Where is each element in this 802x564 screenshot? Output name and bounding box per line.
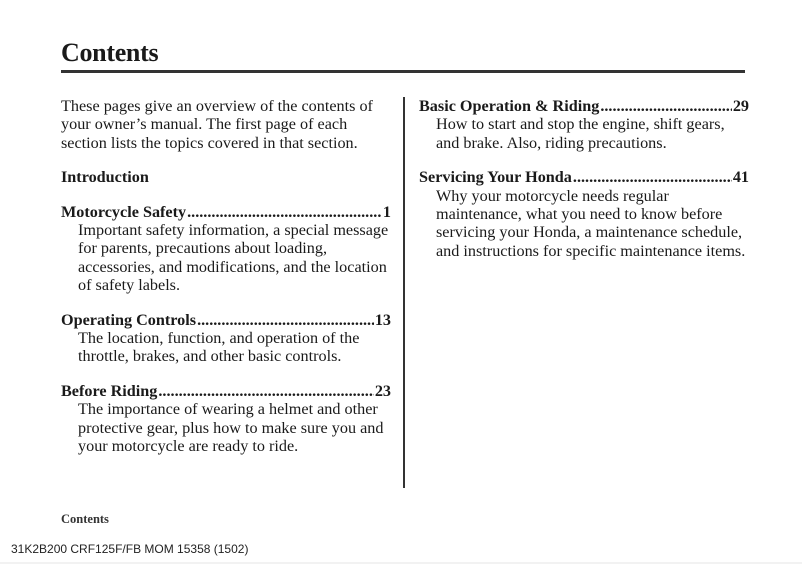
toc-entry-motorcycle-safety[interactable] <box>61 203 391 295</box>
toc-entry-servicing-your-honda[interactable] <box>419 168 749 260</box>
toc-title-row[interactable] <box>61 311 391 329</box>
toc-page-number[interactable]: 23 <box>374 381 391 400</box>
toc-title[interactable]: Basic Operation & Riding <box>419 97 600 115</box>
toc-title-row[interactable] <box>61 382 391 400</box>
toc-page-number[interactable]: 41 <box>732 168 749 187</box>
section-heading-introduction: Introduction <box>61 168 149 187</box>
footer-section-label: Contents <box>61 512 109 526</box>
toc-entry-before-riding[interactable] <box>61 382 391 456</box>
toc-description: Important safety information, a special message for parents, precautions about loading, accessories, and modifications, and the location of safety labels. <box>78 221 389 295</box>
toc-title-row[interactable] <box>419 97 749 115</box>
dot-leader <box>573 168 732 186</box>
title-rule-divider <box>61 70 745 73</box>
document-code: 31K2B200 CRF125F/FB MOM 15358 (1502) <box>11 542 249 556</box>
page-title: Contents <box>61 38 159 67</box>
toc-title-row[interactable] <box>61 203 391 221</box>
dot-leader <box>600 97 731 115</box>
toc-title[interactable]: Servicing Your Honda <box>419 168 572 187</box>
dot-leader <box>187 203 382 221</box>
toc-page-number[interactable]: 13 <box>374 310 391 329</box>
toc-entry-basic-operation-riding[interactable] <box>419 97 749 152</box>
toc-title[interactable]: Before Riding <box>61 381 158 400</box>
dot-leader <box>158 382 373 400</box>
toc-description: The location, function, and operation of the throttle, brakes, and other basic controls. <box>78 329 360 366</box>
left-column <box>61 97 391 472</box>
toc-page-number[interactable]: 29 <box>732 97 749 115</box>
toc-title-row[interactable] <box>419 168 749 186</box>
toc-title[interactable]: Motorcycle Safety <box>61 202 187 221</box>
toc-title[interactable]: Operating Controls <box>61 310 197 329</box>
dot-leader <box>197 311 374 329</box>
toc-description: The importance of wearing a helmet and other protective gear, plus how to make sure you and your motorcycle are ready to ride. <box>78 400 384 456</box>
column-divider <box>403 97 405 488</box>
toc-description: Why your motorcycle needs regular maintenance, what you need to know before servicing your Honda, a maintenance schedule, and instructions for specific maintenance items. <box>436 186 746 260</box>
toc-page-number[interactable]: 1 <box>382 202 391 221</box>
toc-description: How to start and stop the engine, shift gears, and brake. Also, riding precautions. <box>436 115 725 152</box>
intro-paragraph: These pages give an overview of the contents of your owner’s manual. The first page of each section lists the topics covered in that section. <box>61 97 373 152</box>
right-column <box>419 97 749 276</box>
toc-entry-operating-controls[interactable] <box>61 311 391 366</box>
